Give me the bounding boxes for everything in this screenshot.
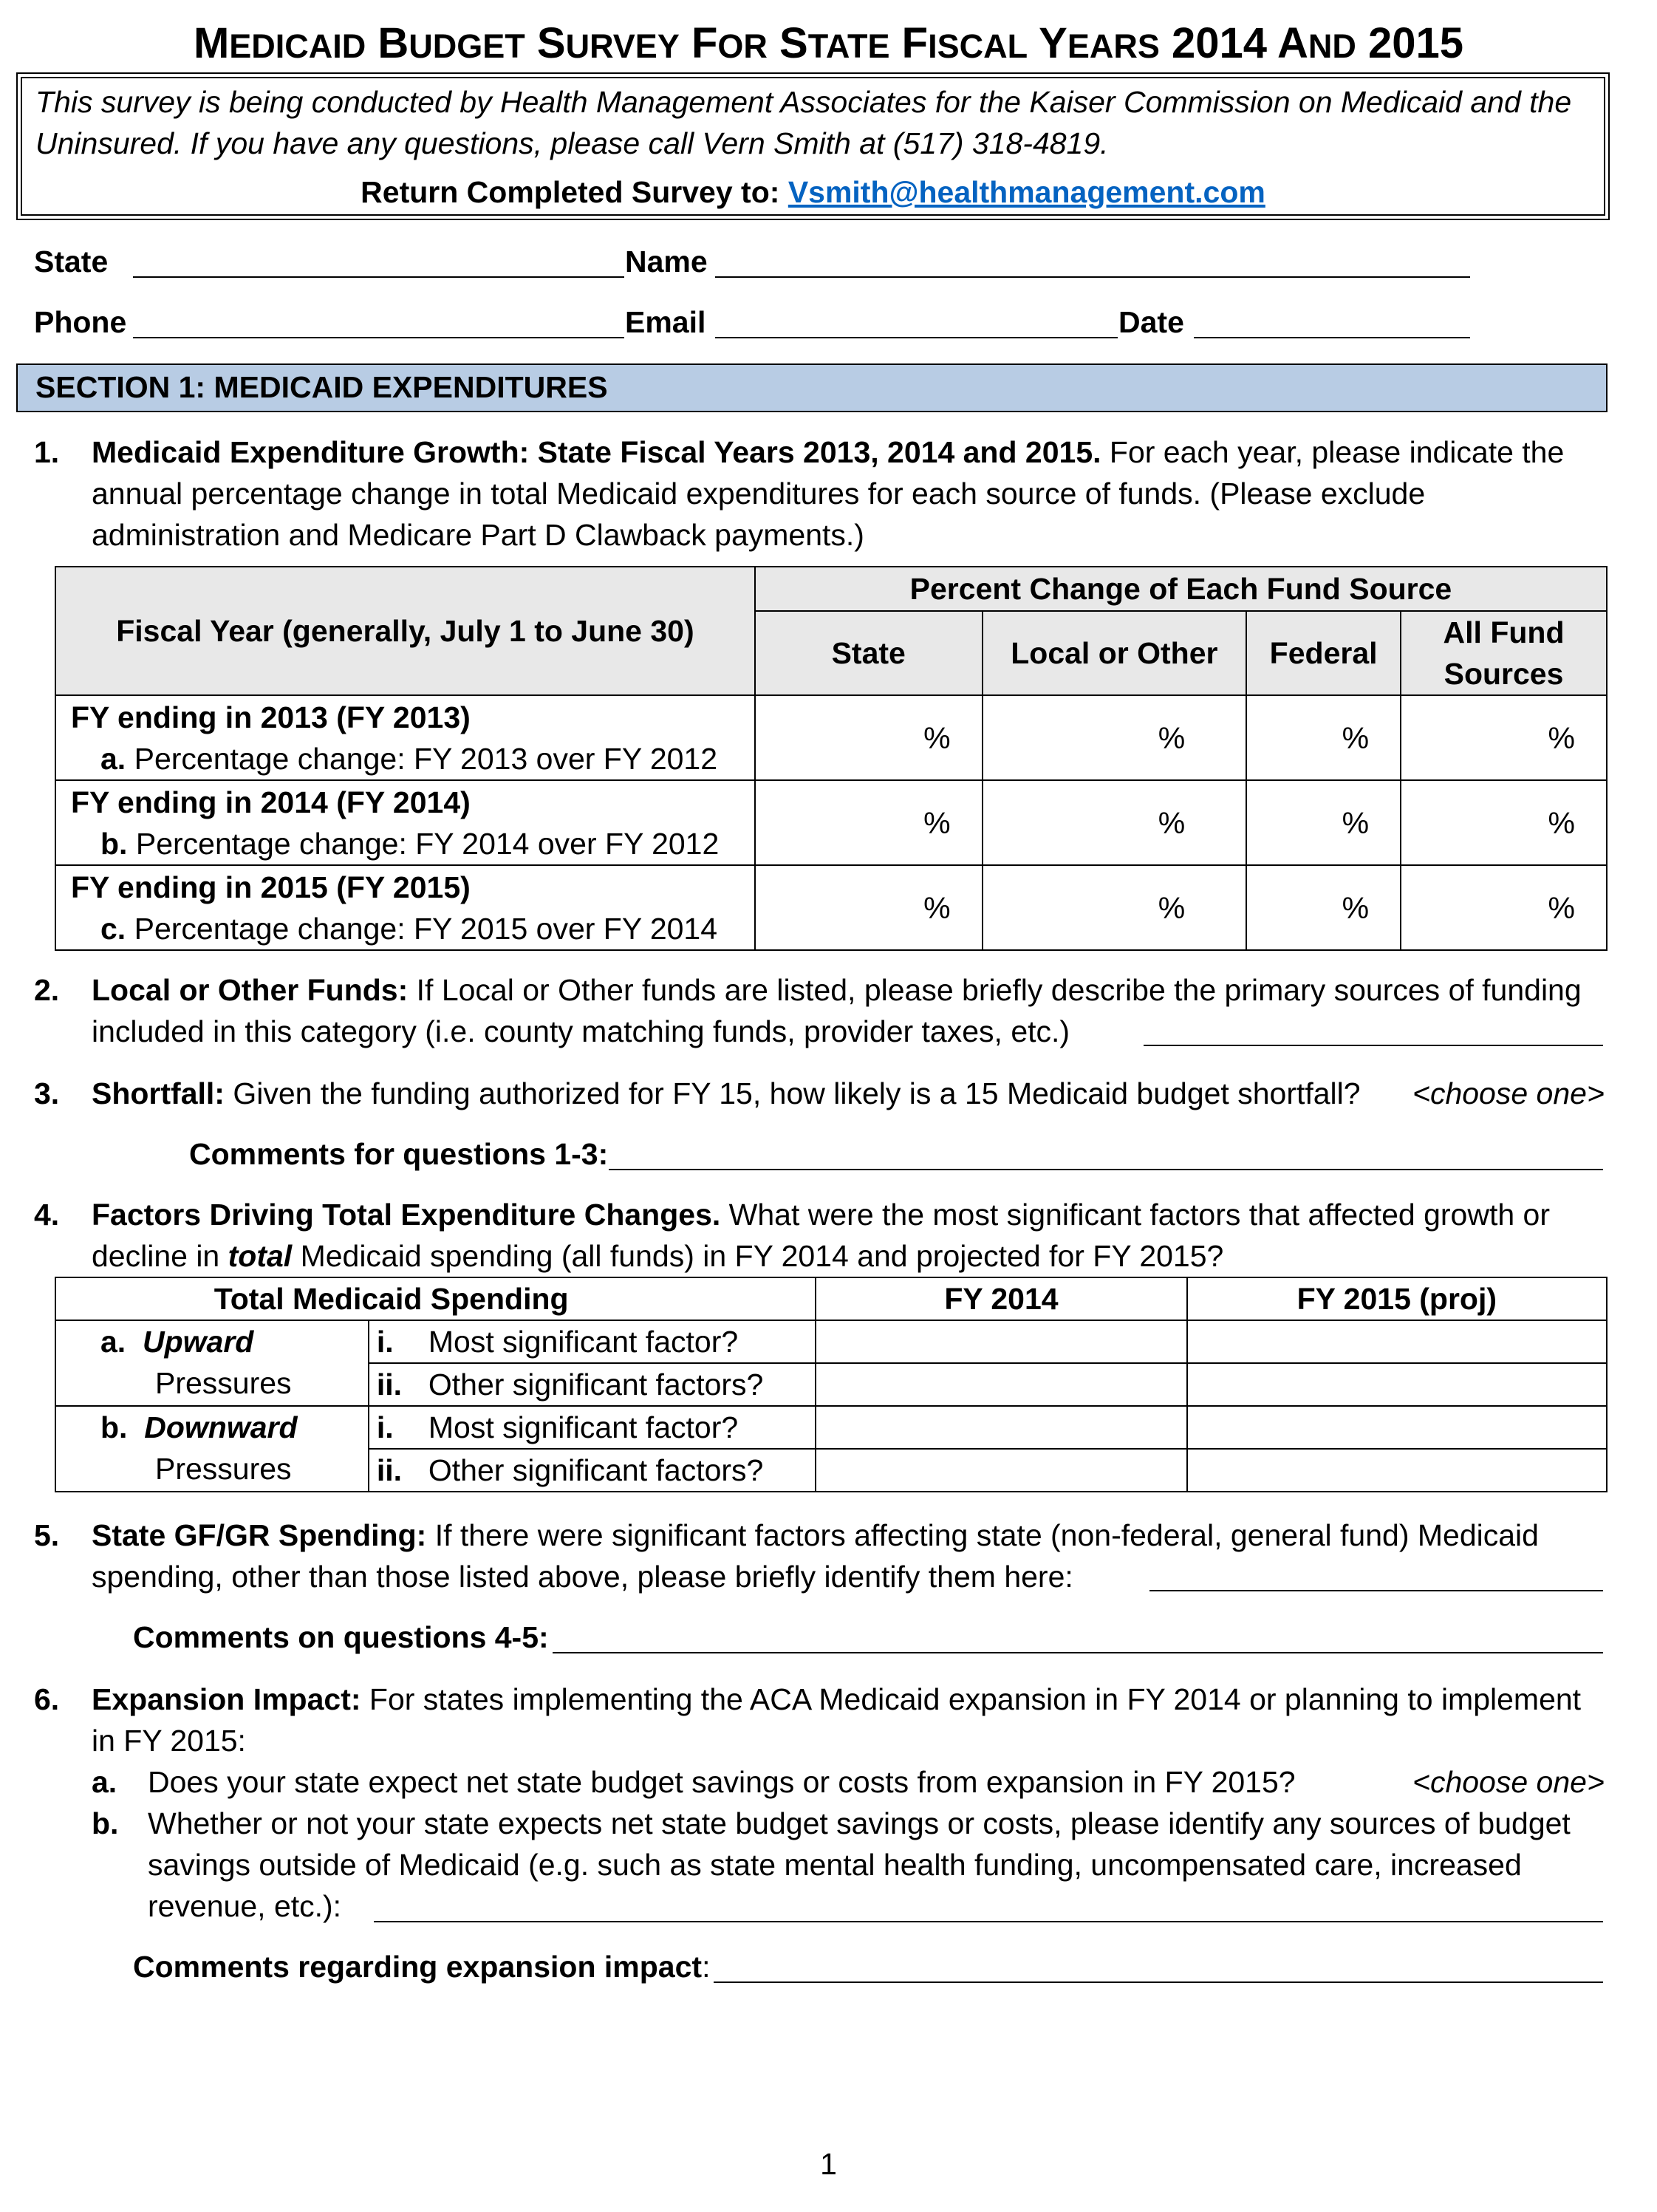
pct-input-local-2015[interactable]: % — [983, 865, 1247, 950]
pct-input-all-2013[interactable]: % — [1401, 695, 1607, 780]
table-row — [55, 865, 1607, 950]
table-row — [55, 1320, 1607, 1363]
pct-input-local-2013[interactable]: % — [983, 695, 1247, 780]
q2-answer-field[interactable] — [1144, 1045, 1603, 1046]
q2-line-2: included in this category (i.e. county matching funds, provider taxes, etc.) — [92, 1014, 1070, 1048]
q6b-answer-field[interactable] — [374, 1921, 1603, 1922]
pct-input-federal-2014[interactable]: % — [1246, 780, 1401, 865]
date-field[interactable] — [1194, 337, 1470, 338]
section-1-title: SECTION 1: MEDICAID EXPENDITURES — [35, 370, 608, 404]
upward-other-fy2015-input[interactable] — [1187, 1363, 1607, 1406]
factor-label: ii. Other significant factors? — [369, 1449, 816, 1492]
q6b-letter: b. — [92, 1806, 119, 1840]
q2-line-1: Local or Other Funds: If Local or Other funds are listed, please briefly describe the primary sources of funding — [92, 973, 1582, 1007]
factor-label: i. Most significant factor? — [369, 1406, 816, 1449]
q5-answer-field[interactable] — [1149, 1590, 1603, 1591]
q6-line-2: in FY 2015: — [92, 1724, 246, 1758]
q6-comments-label: Comments regarding expansion impact: — [133, 1950, 711, 1984]
q1-line-2: annual percentage change in total Medicaid expenditures for each source of funds. (Please exclude — [92, 477, 1426, 511]
table-row — [55, 780, 1607, 865]
q6b-line-3: revenue, etc.): — [148, 1889, 342, 1923]
q5-line-1: State GF/GR Spending: If there were significant factors affecting state (non-federal, general fund) Medicaid — [92, 1518, 1539, 1552]
fiscal-year-header: Fiscal Year (generally, July 1 to June 30) — [55, 567, 755, 695]
state-field[interactable] — [133, 276, 624, 278]
col-local-header: Local or Other — [983, 611, 1247, 695]
factor-label: ii. Other significant factors? — [369, 1363, 816, 1406]
date-label: Date — [1118, 305, 1184, 339]
pct-input-state-2015[interactable]: % — [755, 865, 983, 950]
row-label: FY ending in 2014 (FY 2014) b. Percentage change: FY 2014 over FY 2012 — [55, 780, 755, 865]
col-federal-header: Federal — [1246, 611, 1401, 695]
q6a-choose-dropdown[interactable]: <choose one> — [1412, 1765, 1605, 1799]
row-label: FY ending in 2015 (FY 2015) c. Percentage change: FY 2015 over FY 2014 — [55, 865, 755, 950]
q1-number: 1. — [34, 435, 60, 469]
upward-most-fy2015-input[interactable] — [1187, 1320, 1607, 1363]
downward-most-fy2015-input[interactable] — [1187, 1406, 1607, 1449]
downward-other-fy2014-input[interactable] — [816, 1449, 1186, 1492]
q1-line-3: administration and Medicare Part D Clawback payments.) — [92, 518, 864, 552]
q4-5-comments-field[interactable] — [553, 1652, 1603, 1653]
page-title: MEDICAID BUDGET SURVEY FOR STATE FISCAL YEARS 2014 AND 2015 — [193, 19, 1464, 67]
factor-label: i. Most significant factor? — [369, 1320, 816, 1363]
intro-text: This survey is being conducted by Health Management Associates for the Kaiser Commission on Medicaid and the Uninsured. If you have any questions, please call Vern Smith at (517) 318-4819. — [35, 85, 1572, 160]
upward-other-fy2014-input[interactable] — [816, 1363, 1186, 1406]
pct-input-state-2013[interactable]: % — [755, 695, 983, 780]
upward-most-fy2014-input[interactable] — [816, 1320, 1186, 1363]
q6-line-1: Expansion Impact: For states implementing the ACA Medicaid expansion in FY 2014 or planning to implement — [92, 1682, 1582, 1716]
q6a-text: Does your state expect net state budget savings or costs from expansion in FY 2015? — [148, 1765, 1296, 1799]
q3-comments-label: Comments for questions 1-3: — [189, 1137, 609, 1171]
pct-input-all-2014[interactable]: % — [1401, 780, 1607, 865]
table-row — [55, 695, 1607, 780]
page-number: 1 — [820, 2147, 837, 2181]
upward-pressures-label: a. Upward Pressures — [55, 1320, 369, 1406]
total-spending-header: Total Medicaid Spending — [55, 1277, 816, 1320]
return-line — [18, 171, 1608, 213]
q6b-line-2: savings outside of Medicaid (e.g. such as state mental health funding, uncompensated care, increased — [148, 1848, 1522, 1882]
downward-other-fy2015-input[interactable] — [1187, 1449, 1607, 1492]
q5-comments-label: Comments on questions 4-5: — [133, 1620, 549, 1654]
row-label: FY ending in 2013 (FY 2013) a. Percentage change: FY 2013 over FY 2012 — [55, 695, 755, 780]
pct-input-state-2014[interactable]: % — [755, 780, 983, 865]
q4-line-1: Factors Driving Total Expenditure Changes. What were the most significant factors that affected growth or — [92, 1198, 1550, 1232]
return-label: Return Completed Survey to: — [361, 175, 780, 209]
q6b-line-1: Whether or not your state expects net state budget savings or costs, please identify any sources of budget — [148, 1806, 1571, 1840]
q2-number: 2. — [34, 973, 60, 1007]
phone-label: Phone — [34, 305, 127, 339]
q6a-letter: a. — [92, 1765, 117, 1799]
email-label: Email — [625, 305, 706, 339]
name-field[interactable] — [715, 276, 1470, 278]
q6-number: 6. — [34, 1682, 60, 1716]
spending-factors-table — [55, 1277, 1608, 1492]
pct-input-federal-2015[interactable]: % — [1246, 865, 1401, 950]
q4-number: 4. — [34, 1198, 60, 1232]
section-1-header — [16, 363, 1608, 412]
q3-text: Shortfall: Given the funding authorized for FY 15, how likely is a 15 Medicaid budget shortfall? — [92, 1076, 1361, 1110]
q1-3-comments-field[interactable] — [609, 1169, 1603, 1170]
fy2014-header: FY 2014 — [816, 1277, 1186, 1320]
downward-pressures-label: b. Downward Pressures — [55, 1406, 369, 1492]
expansion-comments-field[interactable] — [714, 1981, 1603, 1983]
q3-number: 3. — [34, 1076, 60, 1110]
q4-line-2: decline in total Medicaid spending (all funds) in FY 2014 and projected for FY 2015? — [92, 1239, 1224, 1273]
table-row — [55, 1406, 1607, 1449]
pct-input-local-2014[interactable]: % — [983, 780, 1247, 865]
q3-choose-dropdown[interactable]: <choose one> — [1412, 1076, 1605, 1110]
fund-source-group-header: Percent Change of Each Fund Source — [755, 567, 1607, 611]
q5-number: 5. — [34, 1518, 60, 1552]
phone-field[interactable] — [133, 337, 624, 338]
col-all-funds-header: All Fund Sources — [1401, 611, 1607, 695]
return-email-link[interactable]: Vsmith@healthmanagement.com — [787, 175, 1265, 209]
pct-input-all-2015[interactable]: % — [1401, 865, 1607, 950]
q1-line-1: Medicaid Expenditure Growth: State Fiscal Years 2013, 2014 and 2015. For each year, please indicate the — [92, 435, 1565, 469]
state-label: State — [34, 245, 109, 279]
email-field[interactable] — [715, 337, 1118, 338]
name-label: Name — [625, 245, 708, 279]
fy2015-header: FY 2015 (proj) — [1187, 1277, 1607, 1320]
q5-line-2: spending, other than those listed above, please briefly identify them here: — [92, 1560, 1073, 1594]
downward-most-fy2014-input[interactable] — [816, 1406, 1186, 1449]
expenditure-growth-table — [55, 566, 1608, 951]
intro-box — [16, 72, 1610, 220]
pct-input-federal-2013[interactable]: % — [1246, 695, 1401, 780]
col-state-header: State — [755, 611, 983, 695]
